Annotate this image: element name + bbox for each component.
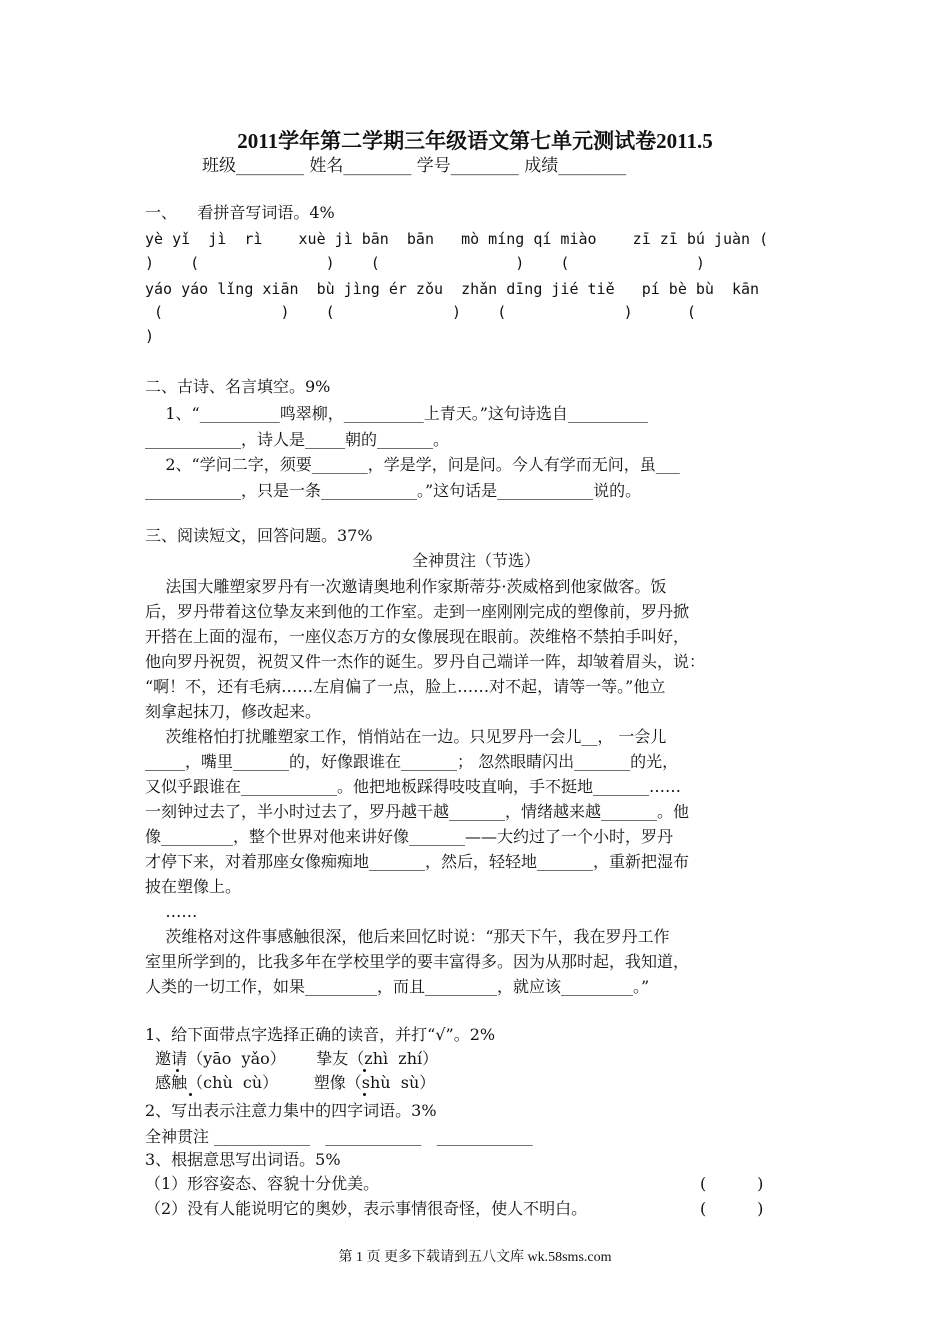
passage-line: 刻拿起抹刀，修改起来。 xyxy=(145,702,322,721)
passage-title: 全神贯注（节选） xyxy=(412,551,541,570)
passage-line: 茨维格怕打扰雕塑家工作，悄悄站在一边。只见罗丹一会儿__， 一会儿 xyxy=(145,727,667,746)
student-info-line: 班级________ 姓名________ 学号________ 成绩________ xyxy=(202,156,627,176)
passage-line: _____，嘴里_______的，好像跟谁在_______； 忽然眼睛闪出_______的光， xyxy=(145,752,679,771)
emphasis-dot xyxy=(363,1093,366,1096)
passage-line: 他向罗丹祝贺，祝贺又件一杰作的诞生。罗丹自己端详一阵，却皱着眉头，说： xyxy=(145,652,706,671)
quote-line-1: 2、“学问二字，须要_______，学是学，问是问。今人有学而无问，虽___ xyxy=(145,455,680,474)
question-3-item-2-blank: ( ) xyxy=(700,1199,764,1218)
poem-line-1: 1、“__________鸣翠柳，__________上青天。”这句诗选自__________ xyxy=(145,404,648,423)
question-1-options-row-2: 感触（chù cù） 塑像（shù sù） xyxy=(145,1073,436,1092)
section2-heading: 二、古诗、名言填空。9% xyxy=(145,377,331,396)
section1-heading: 一、 看拼音写词语。4% xyxy=(145,203,335,222)
passage-ellipsis: …… xyxy=(145,902,198,921)
page-footer: 第 1 页 更多下载请到五八文库 wk.58sms.com xyxy=(338,1250,612,1265)
page-title: 2011学年第二学期三年级语文第七单元测试卷2011.5 xyxy=(237,129,713,153)
question-1: 1、给下面带点字选择正确的读音，并打“√”。2% xyxy=(145,1025,496,1044)
quote-line-2: ____________，只是一条____________。”这句话是____________说的。 xyxy=(145,481,642,500)
passage-line: 茨维格对这件事感触很深，他后来回忆时说：“那天下午，我在罗丹工作 xyxy=(145,927,670,946)
passage-line: 人类的一切工作，如果_________，而且_________，就应该_________。” xyxy=(145,977,650,996)
pinyin-line-1: yè yǐ jì rì xuè jì bān bān mò míng qí miào zī zī bú juàn ( xyxy=(145,230,769,248)
answer-paren-line-3: ) xyxy=(145,327,155,345)
passage-line: “啊！不，还有毛病……左肩偏了一点，脸上……对不起，请等一等。”他立 xyxy=(145,677,666,696)
passage-line: 又似乎跟谁在____________。他把地板踩得吱吱直响，手不挺地_______…… xyxy=(145,777,682,796)
answer-paren-line-2: ( ) ( ) ( ) ( xyxy=(145,303,696,321)
question-2: 2、写出表示注意力集中的四字词语。3% xyxy=(145,1101,437,1120)
emphasis-dot xyxy=(363,1069,366,1072)
question-1-options-row-1: 邀请（yāo yǎo） 挚友（zhì zhí） xyxy=(145,1049,439,1068)
passage-line: 法国大雕塑家罗丹有一次邀请奥地利作家斯蒂芬·茨威格到他家做客。饭 xyxy=(145,577,667,596)
poem-line-2: ____________，诗人是_____朝的_______。 xyxy=(145,430,450,449)
question-3-item-1: （1）形容姿态、容貌十分优美。 xyxy=(145,1174,380,1193)
passage-line: 像_________，整个世界对他来讲好像_______——大约过了一个小时，罗丹 xyxy=(145,827,674,846)
passage-line: 才停下来，对着那座女像痴痴地_______，然后，轻轻地_______，重新把湿布 xyxy=(145,852,690,871)
question-2-answer-line: 全神贯注 ____________ ____________ ____________ xyxy=(145,1127,533,1146)
passage-line: 室里所学到的，比我多年在学校里学的要丰富得多。因为从那时起，我知道， xyxy=(145,952,690,971)
answer-paren-line-1: ) ( ) ( ) ( ) xyxy=(145,254,705,272)
question-3-item-1-blank: ( ) xyxy=(700,1174,764,1193)
passage-line: 开搭在上面的湿布，一座仪态万方的女像展现在眼前。茨维格不禁拍手叫好， xyxy=(145,627,690,646)
pinyin-line-2: yáo yáo lǐng xiān bù jìng ér zǒu zhǎn dīng jié tiě pí bè bù kān xyxy=(145,280,760,298)
passage-line: 一刻钟过去了，半小时过去了，罗丹越干越_______，情绪越来越_______。他 xyxy=(145,802,690,821)
emphasis-dot xyxy=(189,1093,192,1096)
question-3-item-2: （2）没有人能说明它的奥妙，表示事情很奇怪，使人不明白。 xyxy=(145,1199,588,1218)
emphasis-dot xyxy=(176,1069,179,1072)
passage-line: 披在塑像上。 xyxy=(145,877,242,896)
question-3: 3、根据意思写出词语。5% xyxy=(145,1150,341,1169)
passage-line: 后，罗丹带着这位挚友来到他的工作室。走到一座刚刚完成的塑像前，罗丹掀 xyxy=(145,602,690,621)
section3-heading: 三、阅读短文，回答问题。37% xyxy=(145,526,373,545)
